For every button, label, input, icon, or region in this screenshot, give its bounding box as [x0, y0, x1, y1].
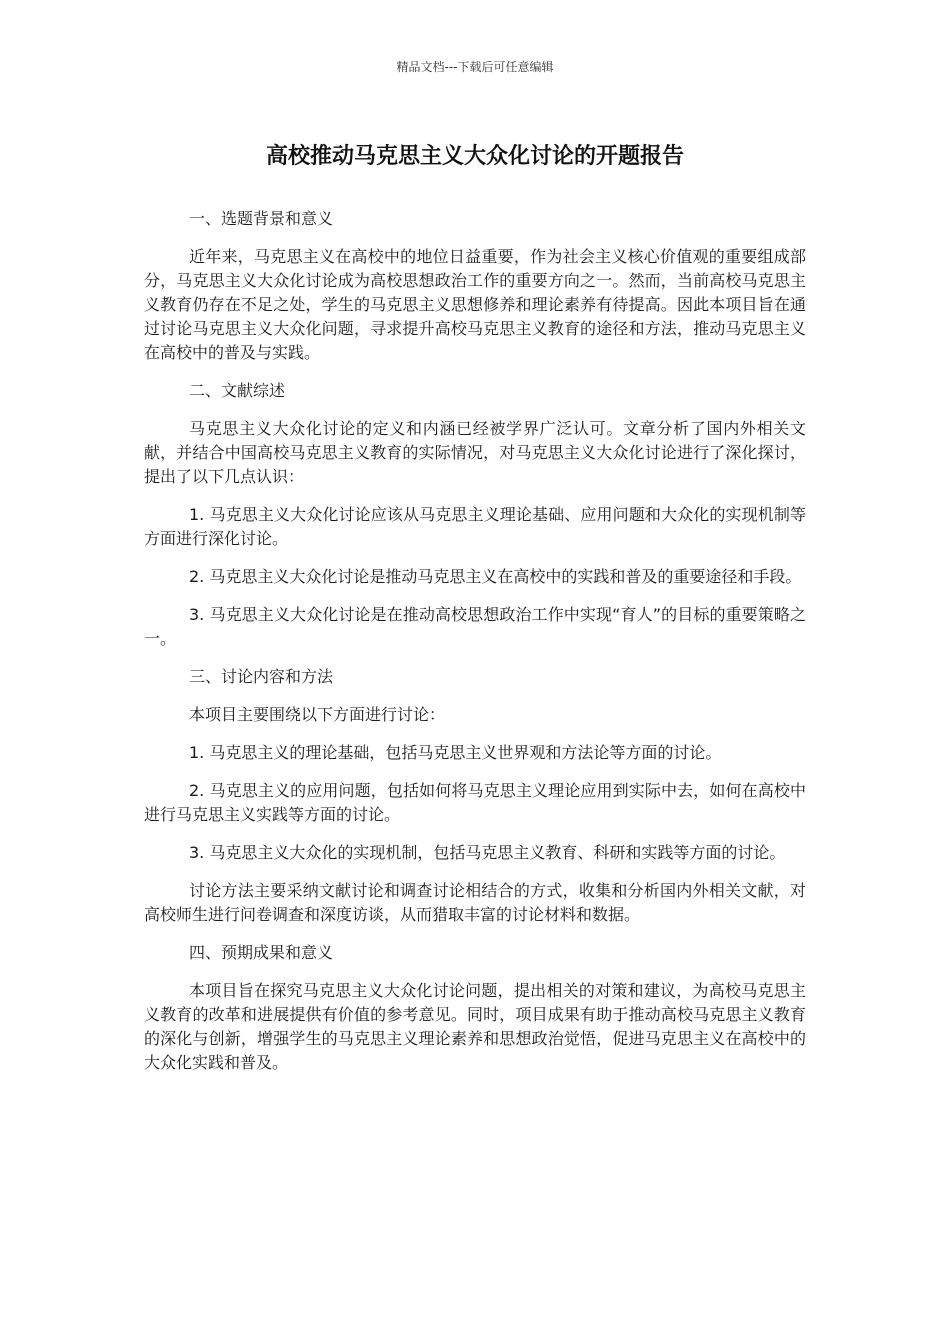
- section-heading-content-method: 三、讨论内容和方法: [189, 667, 334, 686]
- section-heading-literature: 二、文献综述: [189, 381, 286, 400]
- list-item-content-3: 3. 马克思主义大众化的实现机制，包括马克思主义教育、科研和实践等方面的讨论。: [189, 843, 786, 862]
- page-header-note: 精品文档---下载后可任意编辑: [396, 60, 554, 74]
- document-body: [144, 207, 806, 1089]
- list-item-literature-3: 3. 马克思主义大众化讨论是在推动高校思想政治工作中实现“育人”的目标的重要策略之一。: [144, 605, 806, 648]
- paragraph-literature: 马克思主义大众化讨论的定义和内涵已经被学界广泛认可。文章分析了国内外相关文献，并结合中国高校马克思主义教育的实际情况，对马克思主义大众化讨论进行了深化探讨，提出了以下几点认识：: [144, 419, 806, 486]
- list-item-content-2: 2. 马克思主义的应用问题，包括如何将马克思主义理论应用到实际中去，如何在高校中进行马克思主义实践等方面的讨论。: [144, 781, 806, 824]
- list-item-literature-1: 1. 马克思主义大众化讨论应该从马克思主义理论基础、应用问题和大众化的实现机制等方面进行深化讨论。: [144, 505, 806, 548]
- section-heading-background: 一、选题背景和意义: [189, 209, 334, 228]
- paragraph-method: 讨论方法主要采纳文献讨论和调查讨论相结合的方式，收集和分析国内外相关文献，对高校师生进行问卷调查和深度访谈，从而猎取丰富的讨论材料和数据。: [144, 881, 806, 924]
- paragraph-outcomes: 本项目旨在探究马克思主义大众化讨论问题，提出相关的对策和建议，为高校马克思主义教育的改革和进展提供有价值的参考意见。同时，项目成果有助于推动高校马克思主义教育的深化与创新，增强学生的马克思主义理论素养和思想政治觉悟，促进马克思主义在高校中的大众化实践和普及。: [144, 981, 806, 1072]
- section-heading-outcomes: 四、预期成果和意义: [189, 943, 334, 962]
- paragraph-content-intro: 本项目主要围绕以下方面进行讨论：: [189, 705, 446, 724]
- document-title: 高校推动马克思主义大众化讨论的开题报告: [265, 144, 684, 169]
- list-item-literature-2: 2. 马克思主义大众化讨论是推动马克思主义在高校中的实践和普及的重要途径和手段。: [189, 567, 802, 586]
- list-item-content-1: 1. 马克思主义的理论基础，包括马克思主义世界观和方法论等方面的讨论。: [189, 743, 722, 762]
- paragraph-background: 近年来，马克思主义在高校中的地位日益重要，作为社会主义核心价值观的重要组成部分，马克思主义大众化讨论成为高校思想政治工作的重要方向之一。然而，当前高校马克思主义教育仍存在不足之处，学生的马克思主义思想修养和理论素养有待提高。因此本项目旨在通过讨论马克思主义大众化问题，寻求提升高校马克思主义教育的途径和方法，推动马克思主义在高校中的普及与实践。: [144, 247, 806, 362]
